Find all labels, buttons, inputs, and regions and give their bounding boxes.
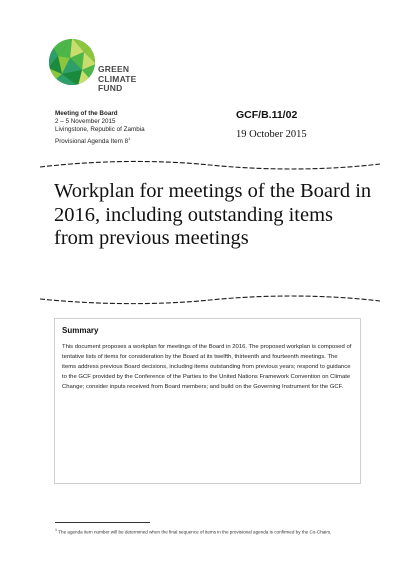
footnote-text: The agenda item number will be determined when the final sequence of items in the provisional agenda is confirmed by the Co-Chairs. [58, 529, 332, 535]
footnote [55, 527, 355, 536]
page-title: Workplan for meetings of the Board in 2016, including outstanding items from previous meetings [54, 180, 372, 249]
agenda-footnote-marker: 1 [128, 135, 131, 141]
document-code: GCF/B.11/02 [236, 109, 298, 121]
logo-wordmark [98, 65, 137, 94]
meeting-info [55, 110, 145, 146]
summary-box [54, 318, 361, 484]
agenda-item-label: Provisional Agenda Item 8 [55, 137, 129, 145]
summary-text: This document proposes a workplan for meetings of the Board in 2016. The proposed workplan is composed of tentative lists of items for consideration by the Board at its twelfth, thirteenth and fourteenth meetings. The items address previous Board decisions, including items outstanding from previous years; respond to guidance to the GCF provided by the Conference of the Parties to the United Nations Framework Convention on Climate Change; consider inputs received from Board members; and build on the Governing Instrument for the GCF. [62, 344, 352, 390]
summary-heading: Summary [62, 326, 99, 335]
logo-line: FUND [98, 83, 123, 93]
gcf-globe-icon [48, 38, 96, 86]
agenda-item [55, 135, 145, 146]
bottom-wave-divider [40, 293, 380, 307]
logo-line: CLIMATE [98, 73, 137, 84]
logo-line: GREEN [98, 64, 130, 74]
footnote-marker: 1 [55, 528, 57, 532]
meeting-name: Meeting of the Board [55, 110, 118, 117]
document-info [236, 109, 307, 141]
top-wave-divider [40, 158, 380, 172]
meeting-dates: 2 – 5 November 2015 [55, 118, 116, 126]
footnote-rule [55, 522, 150, 523]
meeting-location: Livingstone, Republic of Zambia [55, 126, 145, 134]
gcf-logo [48, 38, 158, 98]
document-date: 19 October 2015 [236, 129, 307, 140]
